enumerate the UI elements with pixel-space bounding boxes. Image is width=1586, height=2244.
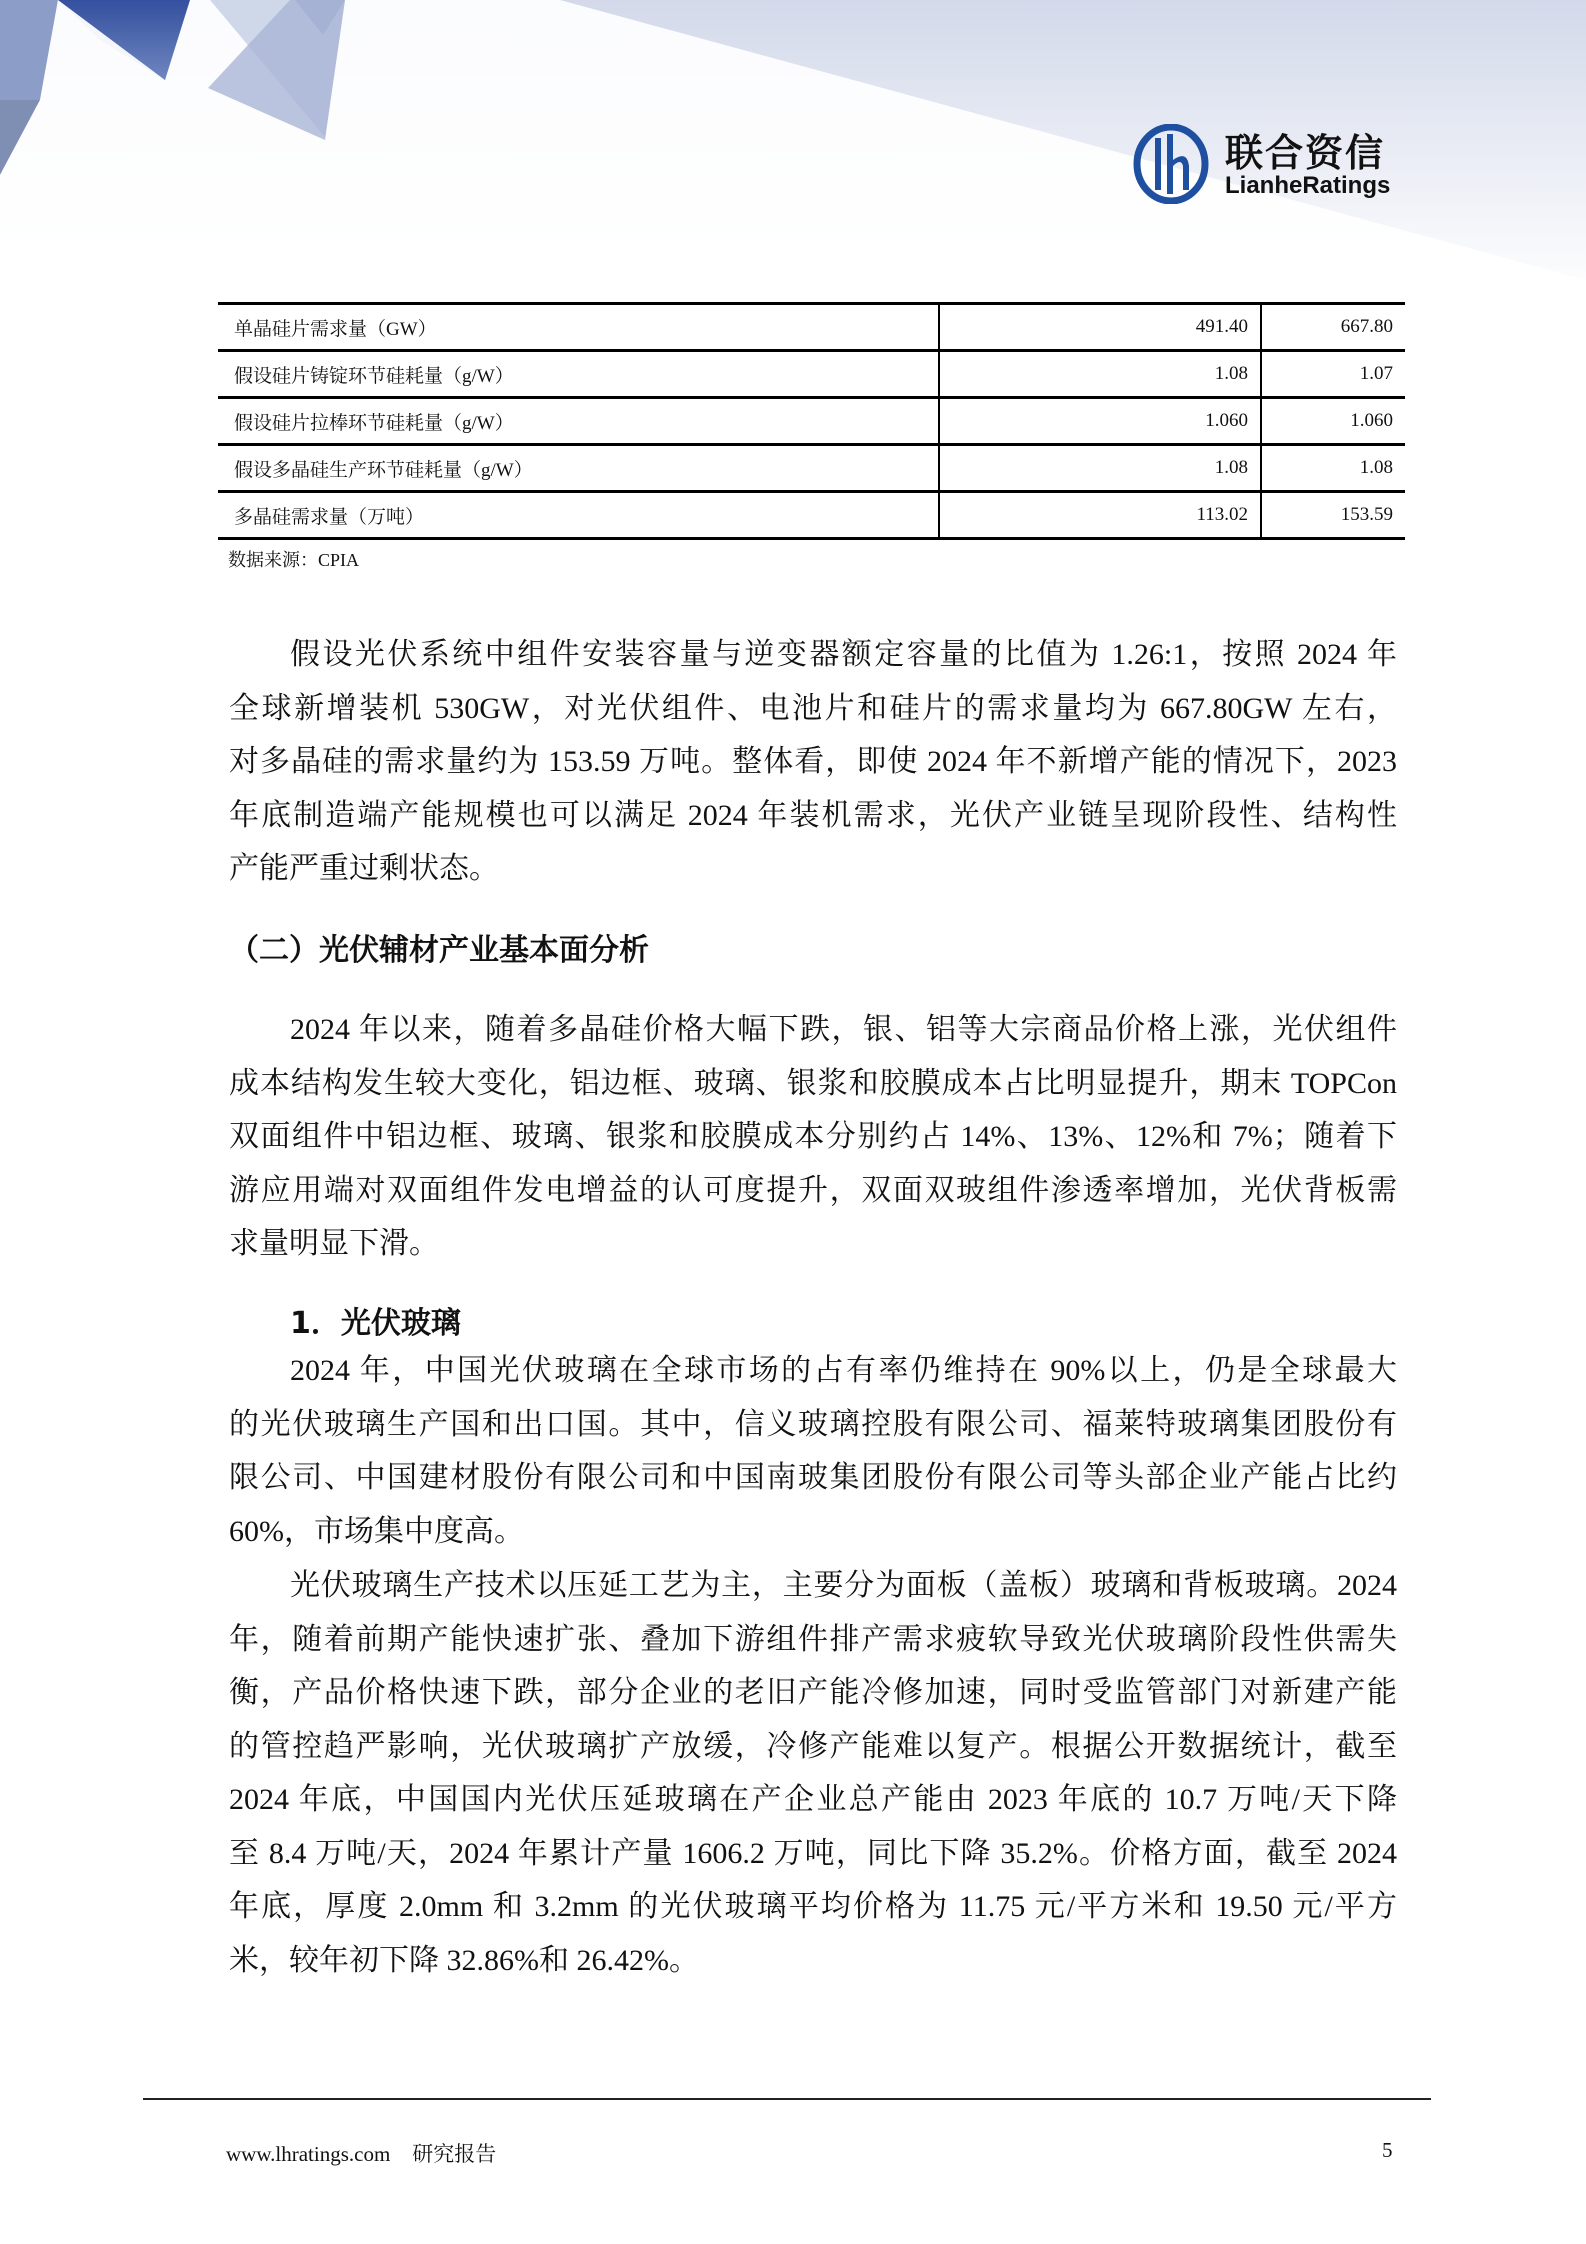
- logo-mark-icon: [1133, 124, 1213, 204]
- footer-doc-type: 研究报告: [412, 2142, 497, 2166]
- text-line: 2024 年，中国光伏玻璃在全球市场的占有率仍维持在 90%以上，仍是全球最大: [290, 1354, 1397, 1387]
- row-value-2: 153.59: [1261, 492, 1405, 539]
- row-label: 多晶硅需求量（万吨）: [218, 492, 939, 539]
- page-number: 5: [1382, 2138, 1393, 2162]
- logo-text-cn: 联合资信: [1225, 131, 1386, 175]
- footer-divider: [143, 2098, 1431, 2100]
- text-line: 对多晶硅的需求量约为 153.59 万吨。整体看，即使 2024 年不新增产能的情况下，2023: [229, 745, 1397, 778]
- row-value-1: 1.08: [939, 445, 1261, 492]
- table-source: 数据来源：CPIA: [228, 550, 360, 570]
- paragraph-aux-materials: [229, 1003, 1397, 1271]
- text-line: 求量明显下滑。: [229, 1227, 439, 1260]
- row-label: 假设多晶硅生产环节硅耗量（g/W）: [218, 445, 939, 492]
- row-label: 假设硅片铸锭环节硅耗量（g/W）: [218, 351, 939, 398]
- footer-url[interactable]: www.lhratings.com: [226, 2142, 391, 2166]
- subsection-heading: 1．光伏玻璃: [290, 1306, 461, 1341]
- text-line: 成本结构发生较大变化，铝边框、玻璃、银浆和胶膜成本占比明显提升，期末 TOPCon: [229, 1066, 1397, 1100]
- row-value-1: 113.02: [939, 492, 1261, 539]
- logo-text-en: LianheRatings: [1225, 172, 1391, 199]
- row-value-1: 491.40: [939, 304, 1261, 351]
- text-line: 的光伏玻璃生产国和出口国。其中，信义玻璃控股有限公司、福莱特玻璃集团股份有: [229, 1407, 1397, 1441]
- text-line: 假设光伏系统中组件安装容量与逆变器额定容量的比值为 1.26:1，按照 2024 年: [290, 638, 1397, 671]
- text-line: 2024 年底，中国国内光伏压延玻璃在产企业总产能由 2023 年底的 10.7 万吨/天下降: [229, 1783, 1397, 1816]
- row-value-1: 1.08: [939, 351, 1261, 398]
- paragraph-pv-glass-tech: [229, 1559, 1397, 1987]
- text-line: 全球新增装机 530GW，对光伏组件、电池片和硅片的需求量均为 667.80GW 左右，: [229, 691, 1397, 725]
- table-row: [218, 398, 1405, 445]
- section-heading: （二）光伏辅材产业基本面分析: [229, 933, 649, 968]
- demand-table: [218, 302, 1405, 540]
- row-value-2: 1.08: [1261, 445, 1405, 492]
- row-value-2: 1.060: [1261, 398, 1405, 445]
- table-row: [218, 304, 1405, 351]
- paragraph-demand: [229, 628, 1397, 896]
- text-line: 游应用端对双面组件发电增益的认可度提升，双面双玻组件渗透率增加，光伏背板需: [229, 1173, 1397, 1207]
- row-label: 单晶硅片需求量（GW）: [218, 304, 939, 351]
- text-line: 年，随着前期产能快速扩张、叠加下游组件排产需求疲软导致光伏玻璃阶段性供需失: [229, 1622, 1397, 1656]
- text-line: 产能严重过剩状态。: [229, 852, 499, 885]
- text-line: 衡，产品价格快速下跌，部分企业的老旧产能冷修加速，同时受监管部门对新建产能: [229, 1676, 1397, 1709]
- text-line: 2024 年以来，随着多晶硅价格大幅下跌，银、铝等大宗商品价格上涨，光伏组件: [290, 1013, 1397, 1046]
- text-line: 至 8.4 万吨/天，2024 年累计产量 1606.2 万吨，同比下降 35.2%。价格方面，截至 2024: [229, 1836, 1397, 1870]
- text-line: 限公司、中国建材股份有限公司和中国南玻集团股份有限公司等头部企业产能占比约: [229, 1461, 1397, 1494]
- footer-left: [226, 2138, 496, 2168]
- table-row: [218, 351, 1405, 398]
- row-label: 假设硅片拉棒环节硅耗量（g/W）: [218, 398, 939, 445]
- text-line: 年底制造端产能规模也可以满足 2024 年装机需求，光伏产业链呈现阶段性、结构性: [229, 798, 1397, 832]
- row-value-1: 1.060: [939, 398, 1261, 445]
- table-row: [218, 445, 1405, 492]
- row-value-2: 667.80: [1261, 304, 1405, 351]
- paragraph-pv-glass-market: [229, 1344, 1397, 1558]
- text-line: 米，较年初下降 32.86%和 26.42%。: [229, 1943, 699, 1977]
- table-row: [218, 492, 1405, 539]
- text-line: 60%，市场集中度高。: [229, 1514, 524, 1548]
- text-line: 的管控趋严影响，光伏玻璃扩产放缓，冷修产能难以复产。根据公开数据统计，截至: [229, 1729, 1397, 1763]
- text-line: 光伏玻璃生产技术以压延工艺为主，主要分为面板（盖板）玻璃和背板玻璃。2024: [290, 1569, 1397, 1602]
- row-value-2: 1.07: [1261, 351, 1405, 398]
- text-line: 年底，厚度 2.0mm 和 3.2mm 的光伏玻璃平均价格为 11.75 元/平方米和 19.50 元/平方: [229, 1890, 1397, 1923]
- lianhe-ratings-logo: [1133, 122, 1413, 208]
- text-line: 双面组件中铝边框、玻璃、银浆和胶膜成本分别约占 14%、13%、12%和 7%；随着下: [229, 1120, 1397, 1153]
